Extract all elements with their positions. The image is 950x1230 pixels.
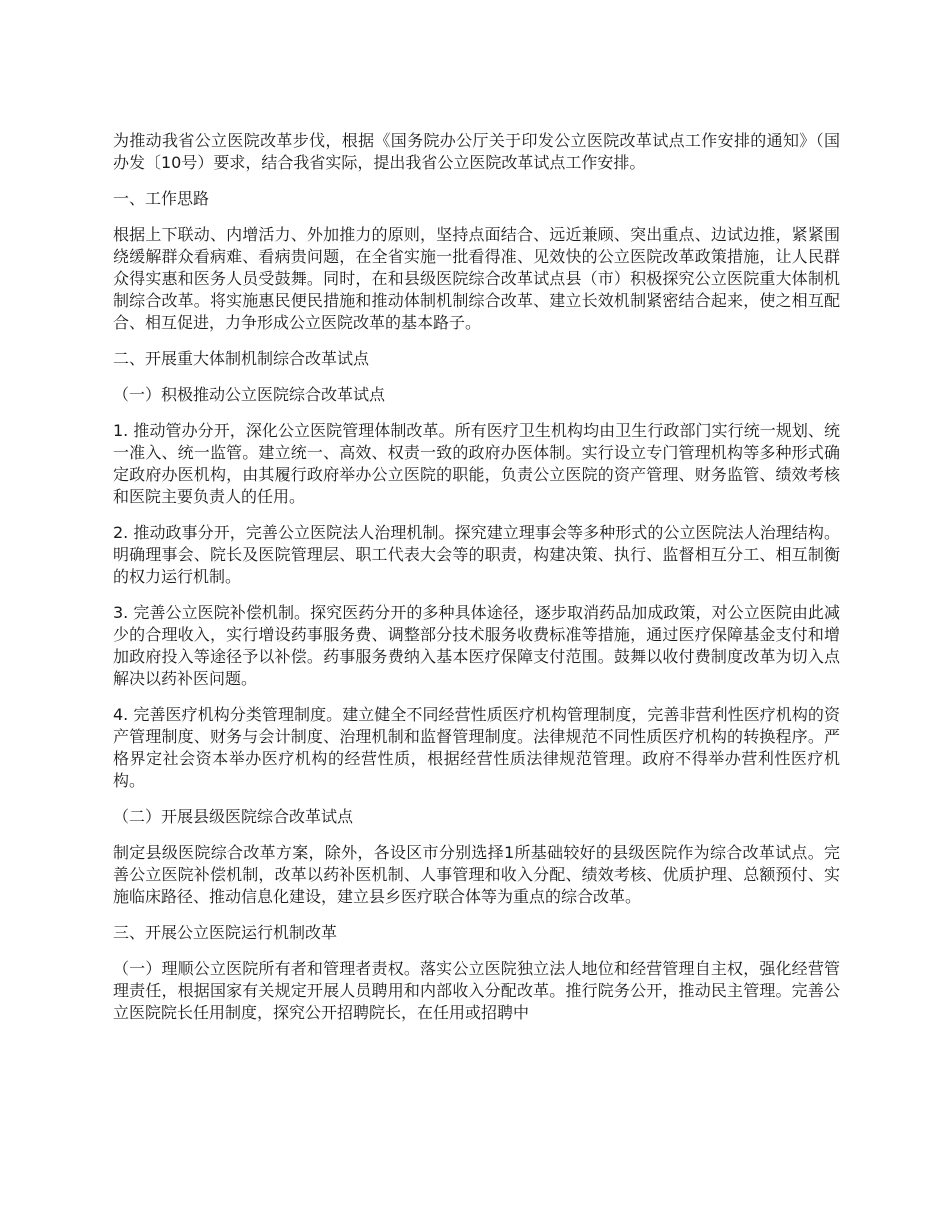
list-item-4: 4. 完善医疗机构分类管理制度。建立健全不同经营性质医疗机构管理制度，完善非营利性医疗机构的资产管理制度、财务与会计制度、治理机制和监督管理制度。法律规范不同性质医疗机构的转换程序。严格界定社会资本举办医疗机构的经营性质，根据经营性质法律规范管理。政府不得举办营利性医疗机构。 xyxy=(113,705,840,790)
section-1-paragraph: 根据上下联动、内增活力、外加推力的原则，坚持点面结合、远近兼顾、突出重点、边试边推，紧紧围绕缓解群众看病难、看病贵问题，在全省实施一批看得准、见效快的公立医院改革政策措施，让人民群众得实惠和医务人员受鼓舞。同时，在和县级医院综合改革试点县（市）积极探究公立医院重大体制机制综合改革。将实施惠民便民措施和推动体制机制综合改革、建立长效机制紧密结合起来，使之相互配合、相互促进，力争形成公立医院改革的基本路子。 xyxy=(113,225,840,332)
section-heading-2: 二、开展重大体制机制综合改革试点 xyxy=(113,349,370,368)
subsection-heading-2-2: （二）开展县级医院综合改革试点 xyxy=(113,807,354,826)
document-page xyxy=(113,130,840,1038)
list-item-1: 1. 推动管办分开，深化公立医院管理体制改革。所有医疗卫生机构均由卫生行政部门实行统一规划、统一准入、统一监管。建立统一、高效、权责一致的政府办医体制。实行设立专门管理机构等多种形式确定政府办医机构，由其履行政府举办公立医院的职能，负责公立医院的资产管理、财务监管、绩效考核和医院主要负责人的任用。 xyxy=(113,421,840,506)
list-item-2: 2. 推动政事分开，完善公立医院法人治理机制。探究建立理事会等多种形式的公立医院法人治理结构。明确理事会、院长及医院管理层、职工代表大会等的职责，构建决策、执行、监督相互分工、相互制衡的权力运行机制。 xyxy=(113,523,840,586)
section-3-paragraph: （一）理顺公立医院所有者和管理者责权。落实公立医院独立法人地位和经营管理自主权，强化经营管理责任，根据国家有关规定开展人员聘用和内部收入分配改革。推行院务公开，推动民主管理。完善公立医院院长任用制度，探究公开招聘院长，在任用或招聘中 xyxy=(113,959,840,1022)
intro-paragraph: 为推动我省公立医院改革步伐，根据《国务院办公厅关于印发公立医院改革试点工作安排的通知》（国办发〔10号）要求，结合我省实际，提出我省公立医院改革试点工作安排。 xyxy=(113,131,840,172)
section-heading-3: 三、开展公立医院运行机制改革 xyxy=(113,923,338,942)
section-heading-1: 一、工作思路 xyxy=(113,189,210,208)
subsection-heading-2-1: （一）积极推动公立医院综合改革试点 xyxy=(113,385,386,404)
list-item-3: 3. 完善公立医院补偿机制。探究医药分开的多种具体途径，逐步取消药品加成政策，对公立医院由此减少的合理收入，实行增设药事服务费、调整部分技术服务收费标准等措施，通过医疗保障基金支付和增加政府投入等途径予以补偿。药事服务费纳入基本医疗保障支付范围。鼓舞以收付费制度改革为切入点解决以药补医问题。 xyxy=(113,603,840,688)
section-2-2-paragraph: 制定县级医院综合改革方案，除外，各设区市分别选择1所基础较好的县级医院作为综合改革试点。完善公立医院补偿机制，改革以药补医机制、人事管理和收入分配、绩效考核、优质护理、总额预付、实施临床路径、推动信息化建设，建立县乡医疗联合体等为重点的综合改革。 xyxy=(113,843,840,906)
